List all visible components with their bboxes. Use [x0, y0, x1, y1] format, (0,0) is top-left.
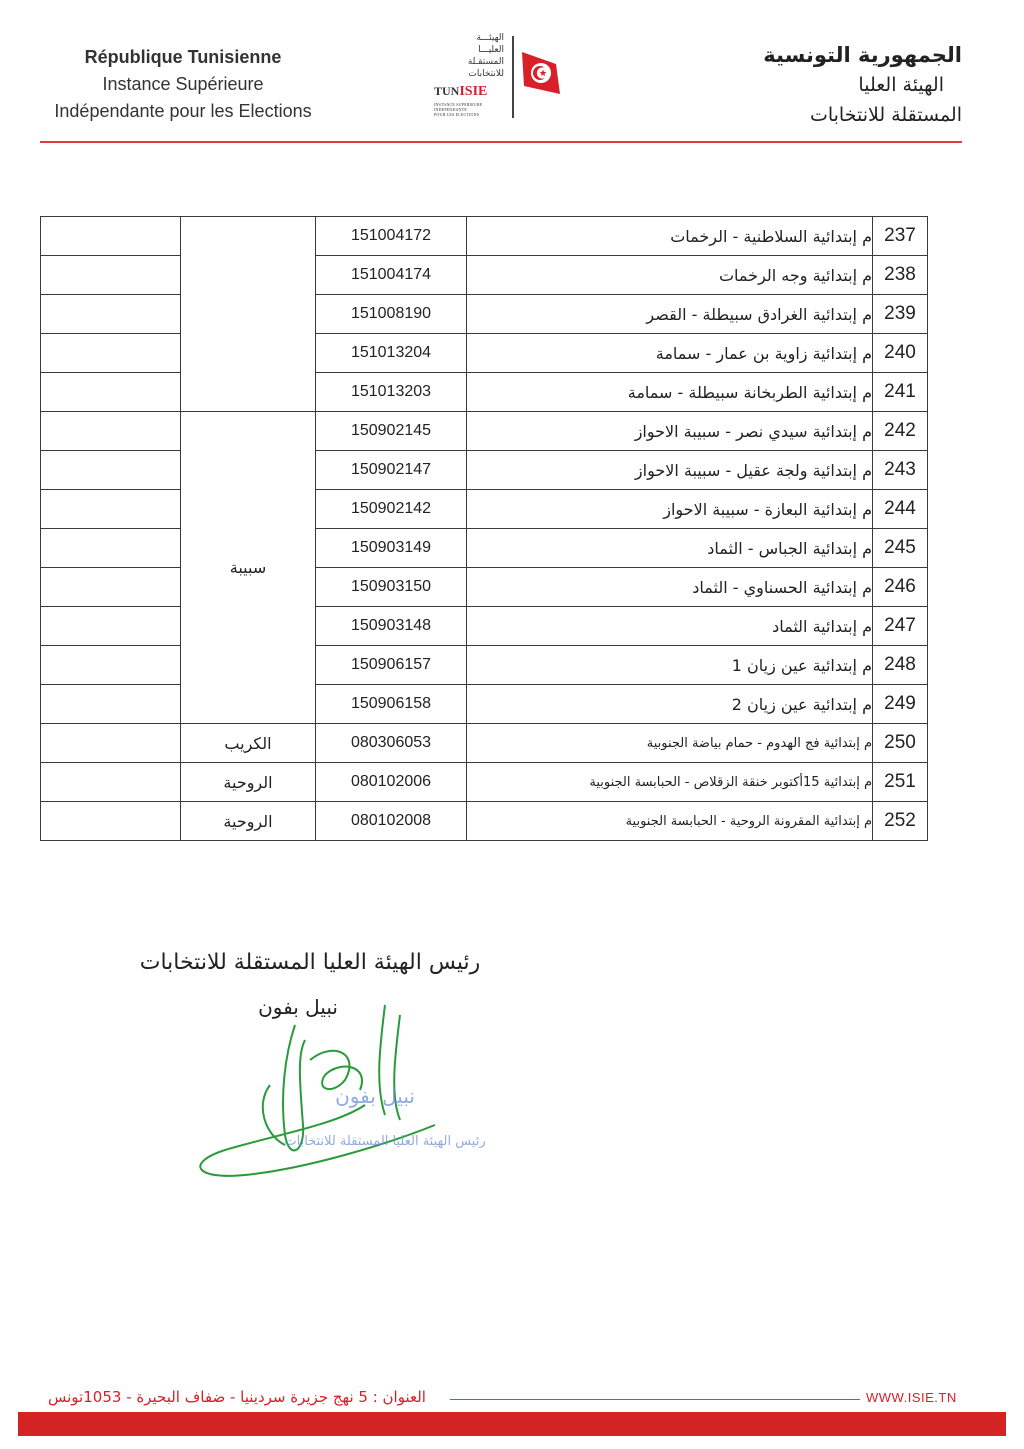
- delegation-cell: [181, 217, 316, 412]
- row-number-cell: 244: [873, 490, 928, 529]
- center-name-cell: م إبتدائية زاوية بن عمار - سمامة: [467, 334, 873, 373]
- logo-arabic-line-3: المستقـلة: [467, 57, 504, 67]
- table-row: [41, 607, 928, 646]
- table-row: [41, 646, 928, 685]
- row-number-cell: 248: [873, 646, 928, 685]
- header-french-line-2: Instance Supérieure: [102, 74, 264, 94]
- row-number-cell: 252: [873, 802, 928, 841]
- blank-cell: [41, 607, 181, 646]
- table-row: [41, 334, 928, 373]
- table-row: [41, 529, 928, 568]
- header-french-line-3: Indépendante pour les Elections: [54, 101, 312, 121]
- polling-centers-table: [40, 216, 928, 841]
- logo-name-accent: ISIE: [459, 84, 488, 99]
- delegation-cell: سبيبة: [181, 412, 316, 724]
- center-name-cell: م إبتدائية عين زيان 2: [467, 685, 873, 724]
- center-name-cell: م إبتدائية البعازة - سبيبة الاحواز: [467, 490, 873, 529]
- header-arabic-line-2: الهيئة العليا: [858, 74, 944, 96]
- center-name-cell: م إبتدائية عين زيان 1: [467, 646, 873, 685]
- row-number-cell: 242: [873, 412, 928, 451]
- blank-cell: [41, 802, 181, 841]
- header-arabic-line-3: المستقلة للانتخابات: [809, 104, 962, 126]
- center-name-cell: م إبتدائية المقرونة الروحية - الحبابسة الجنوبية: [467, 802, 873, 841]
- footer-rule: [450, 1399, 860, 1400]
- blank-cell: [41, 685, 181, 724]
- center-name-cell: م إبتدائية ولجة عقيل - سبيبة الاحواز: [467, 451, 873, 490]
- header-arabic: [722, 40, 962, 130]
- center-name-cell: م إبتدائية فج الهدوم - حمام بياضة الجنوبية: [467, 724, 873, 763]
- table-row: [41, 685, 928, 724]
- blank-cell: [41, 646, 181, 685]
- logo-sub-line-2: INDEPENDANTE: [434, 107, 468, 112]
- row-number-cell: 246: [873, 568, 928, 607]
- table-row: [41, 451, 928, 490]
- row-number-cell: 251: [873, 763, 928, 802]
- blank-cell: [41, 256, 181, 295]
- isie-logo: [430, 32, 570, 120]
- table-row: [41, 568, 928, 607]
- table-row: [41, 490, 928, 529]
- table-row: [41, 763, 928, 802]
- blank-cell: [41, 412, 181, 451]
- row-number-cell: 250: [873, 724, 928, 763]
- center-code-cell: 150902145: [316, 412, 467, 451]
- blank-cell: [41, 334, 181, 373]
- logo-sub-line-3: POUR LES ELECTIONS: [434, 112, 480, 117]
- table-row: [41, 295, 928, 334]
- center-code-cell: 150906157: [316, 646, 467, 685]
- blank-cell: [41, 451, 181, 490]
- logo-arabic-line-2: العليـــا: [478, 45, 504, 55]
- header-arabic-line-1: الجمهورية التونسية: [763, 43, 962, 67]
- header-rule: [40, 141, 962, 143]
- center-name-cell: م إبتدائية 15أكتوبر خنقة الزقلاص - الحبابسة الجنوبية: [467, 763, 873, 802]
- center-code-cell: 150902147: [316, 451, 467, 490]
- footer-website: WWW.ISIE.TN: [866, 1390, 957, 1405]
- center-code-cell: 080306053: [316, 724, 467, 763]
- center-name-cell: م إبتدائية الطربخانة سبيطلة - سمامة: [467, 373, 873, 412]
- center-code-cell: 151004172: [316, 217, 467, 256]
- header-french-line-1: République Tunisienne: [84, 47, 282, 67]
- row-number-cell: 239: [873, 295, 928, 334]
- center-code-cell: 150902142: [316, 490, 467, 529]
- center-name-cell: م إبتدائية وجه الرخمات: [467, 256, 873, 295]
- tunisian-flag-icon: [516, 46, 564, 102]
- logo-sub-line-1: INSTANCE SUPERIEURE: [434, 102, 483, 107]
- row-number-cell: 237: [873, 217, 928, 256]
- center-code-cell: 150903148: [316, 607, 467, 646]
- center-name-cell: م إبتدائية السلاطنية - الرخمات: [467, 217, 873, 256]
- table-row: [41, 373, 928, 412]
- row-number-cell: 245: [873, 529, 928, 568]
- center-name-cell: م إبتدائية الجباس - الثماد: [467, 529, 873, 568]
- logo-arabic-line-4: للانتخابات: [468, 69, 504, 79]
- logo-name-prefix: TUN: [434, 84, 460, 98]
- center-code-cell: 150903150: [316, 568, 467, 607]
- header-french: [38, 44, 328, 125]
- blank-cell: [41, 295, 181, 334]
- center-code-cell: 150906158: [316, 685, 467, 724]
- row-number-cell: 243: [873, 451, 928, 490]
- blank-cell: [41, 490, 181, 529]
- table-row: [41, 802, 928, 841]
- blank-cell: [41, 217, 181, 256]
- table-row: [41, 412, 928, 451]
- stamp-title: رئيس الهيئة العليا المستقلة للانتخابات: [284, 1134, 486, 1149]
- center-code-cell: 080102006: [316, 763, 467, 802]
- signatory-name: نبيل بفون: [258, 995, 338, 1019]
- row-number-cell: 241: [873, 373, 928, 412]
- center-code-cell: 151013204: [316, 334, 467, 373]
- blank-cell: [41, 763, 181, 802]
- delegation-cell: الروحية: [181, 763, 316, 802]
- blank-cell: [41, 529, 181, 568]
- center-code-cell: 151008190: [316, 295, 467, 334]
- table-row: [41, 724, 928, 763]
- logo-divider: [512, 36, 514, 118]
- table-row: [41, 256, 928, 295]
- blank-cell: [41, 373, 181, 412]
- footer-address: العنوان : 5 نهج جزيرة سردينيا - ضفاف البحيرة - 1053تونس: [48, 1388, 426, 1406]
- center-name-cell: م إبتدائية الثماد: [467, 607, 873, 646]
- center-code-cell: 151013203: [316, 373, 467, 412]
- footer-color-bar: [18, 1412, 1006, 1436]
- logo-subtitle: [434, 102, 482, 117]
- row-number-cell: 249: [873, 685, 928, 724]
- logo-name: [434, 84, 487, 100]
- delegation-cell: الكريب: [181, 724, 316, 763]
- center-code-cell: 080102008: [316, 802, 467, 841]
- row-number-cell: 240: [873, 334, 928, 373]
- signature-stamp-image: [185, 985, 505, 1185]
- center-name-cell: م إبتدائية سيدي نصر - سبيبة الاحواز: [467, 412, 873, 451]
- center-code-cell: 150903149: [316, 529, 467, 568]
- delegation-cell: الروحية: [181, 802, 316, 841]
- table-row: [41, 217, 928, 256]
- row-number-cell: 247: [873, 607, 928, 646]
- row-number-cell: 238: [873, 256, 928, 295]
- logo-arabic-text: [430, 32, 504, 80]
- signature-title: رئيس الهيئة العليا المستقلة للانتخابات: [139, 950, 481, 975]
- logo-arabic-line-1: الهيئـــة: [476, 33, 504, 43]
- center-name-cell: م إبتدائية الحسناوي - الثماد: [467, 568, 873, 607]
- blank-cell: [41, 568, 181, 607]
- center-code-cell: 151004174: [316, 256, 467, 295]
- center-name-cell: م إبتدائية الغرادق سبيطلة - القصر: [467, 295, 873, 334]
- blank-cell: [41, 724, 181, 763]
- stamp-name: نبيل بفون: [335, 1084, 415, 1108]
